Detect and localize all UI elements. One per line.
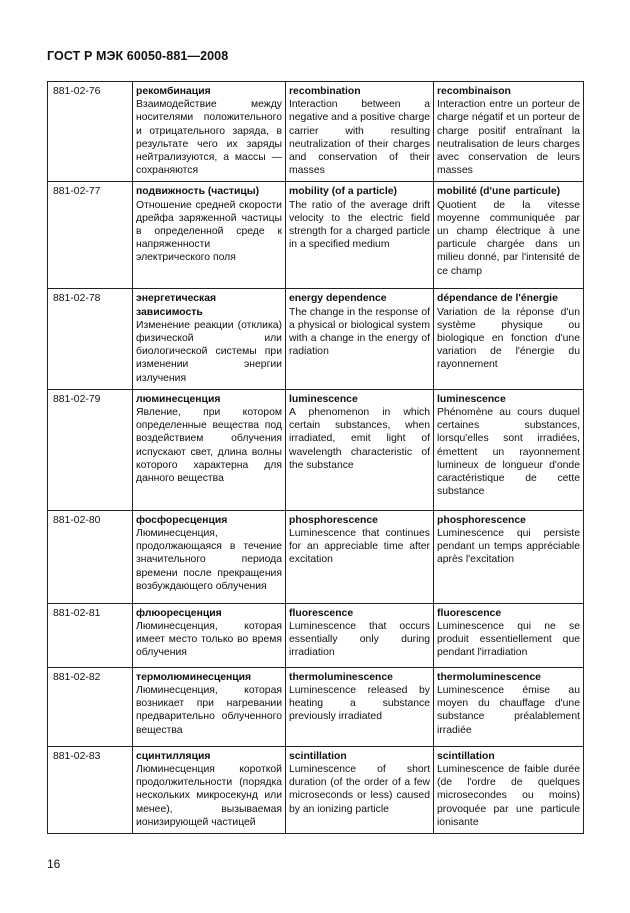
ru-definition: Взаимодействие между носителями положительного и отрицательного заряда, в результате чего их заряды нейтрализуются, а массы — сохраняются: [136, 99, 282, 177]
en-cell: [286, 289, 434, 389]
ru-term: энергетическая зависимость: [136, 293, 217, 318]
en-term: phosphorescence: [289, 514, 378, 526]
fr-cell: [434, 603, 584, 667]
ru-definition: Отношение средней скорости дрейфа заряженной частицы в определенной среде к напряженности электрического поля: [136, 199, 282, 264]
fr-cell: [434, 82, 584, 182]
ru-term: рекомбинация: [136, 86, 211, 97]
en-cell: [286, 389, 434, 510]
document-header: ГОСТ Р МЭК 60050-881—2008: [47, 49, 229, 63]
fr-cell: [434, 746, 584, 833]
en-definition: The change in the response of a physical or biological system with a change in the energy of radiation: [289, 306, 430, 358]
fr-definition: Phénomène au cours duquel certaines substances, lorsqu'elles sont irradiées, émettent un rayonnement lumineux de longueur d'onde caractéristique de cette substance: [437, 407, 580, 498]
en-definition: Luminescence that continues for an appreciable time after excitation: [289, 528, 430, 566]
en-definition: Interaction between a negative and a positive charge carrier with resulting neutralization of their charges and conservation of their masses: [289, 99, 430, 177]
ru-cell: [133, 510, 286, 603]
fr-term: fluorescence: [437, 607, 502, 619]
fr-definition: Interaction entre un porteur de charge négatif et un porteur de charge positif entraînant la neutralisation de leurs charges avec conservation de leurs masses: [437, 99, 580, 177]
table-row: [48, 603, 584, 667]
fr-definition: Variation de la réponse d'un système physique ou biologique en fonction d'une variation de l'énergie du rayonnement: [437, 306, 580, 371]
entry-code: 881-02-82: [48, 667, 133, 746]
en-term: thermoluminescence: [289, 671, 393, 683]
ru-definition: Люминесценция, которая имеет место только во время облучения: [136, 621, 282, 659]
entry-code: 881-02-78: [48, 289, 133, 389]
fr-term: luminescence: [437, 393, 506, 405]
terminology-table: [47, 81, 584, 834]
table-row: [48, 82, 584, 182]
fr-term: recombinaison: [437, 86, 511, 97]
ru-definition: Люминесценция короткой продолжительности (порядка нескольких микросекунд или менее), вызываемая ионизирующей частицей: [136, 764, 282, 828]
en-cell: [286, 510, 434, 603]
en-term: scintillation: [289, 750, 347, 762]
fr-definition: Luminescence qui persiste pendant un temps appréciable après l'excitation: [437, 528, 580, 566]
en-term: energy dependence: [289, 293, 387, 305]
en-definition: Luminescence released by heating a substance previously irradiated: [289, 685, 430, 723]
entry-code: 881-02-81: [48, 603, 133, 667]
ru-term: флюоресценция: [136, 607, 222, 619]
fr-term: mobilité (d'une particule): [437, 186, 561, 198]
ru-cell: [133, 182, 286, 289]
ru-cell: [133, 667, 286, 746]
en-cell: [286, 82, 434, 182]
fr-term: scintillation: [437, 750, 495, 762]
ru-term: термолюминесценция: [136, 671, 252, 683]
entry-code: 881-02-83: [48, 746, 133, 833]
ru-definition: Явление, при котором определенные вещества под воздействием облучения испускают свет, длина волны которого характерна для данного вещества: [136, 407, 282, 485]
table-row: [48, 667, 584, 746]
ru-definition: Люминесценция, продолжающаяся в течение значительного периода времени после прекращения возбуждающего облучения: [136, 528, 282, 592]
table-row: [48, 389, 584, 510]
fr-cell: [434, 182, 584, 289]
table-row: [48, 746, 584, 833]
table-row: [48, 182, 584, 289]
ru-cell: [133, 389, 286, 510]
fr-term: dépendance de l'énergie: [437, 293, 558, 305]
ru-definition: Люминесценция, которая возникает при нагревании предварительно облученного вещества: [136, 685, 282, 736]
en-term: luminescence: [289, 393, 358, 405]
ru-cell: [133, 82, 286, 182]
table-row: [48, 289, 584, 389]
ru-term: люминесценция: [136, 393, 221, 405]
ru-cell: [133, 746, 286, 833]
entry-code: 881-02-77: [48, 182, 133, 289]
fr-cell: [434, 510, 584, 603]
en-definition: Luminescence that occurs essentially only during irradiation: [289, 621, 430, 659]
en-term: fluorescence: [289, 607, 354, 619]
en-definition: The ratio of the average drift velocity to the electric field strength for a charged particle in a specified medium: [289, 199, 430, 251]
fr-cell: [434, 289, 584, 389]
en-term: recombination: [289, 86, 361, 97]
ru-cell: [133, 603, 286, 667]
en-cell: [286, 667, 434, 746]
ru-term: сцинтилляция: [136, 750, 211, 762]
entry-code: 881-02-80: [48, 510, 133, 603]
fr-definition: Luminescence qui ne se produit essentiellement que pendant l'irradiation: [437, 621, 580, 659]
page-number: 16: [47, 857, 61, 871]
ru-definition: Изменение реакции (отклика) физической или биологической системы при изменении энергии излучения: [136, 319, 282, 384]
fr-cell: [434, 389, 584, 510]
fr-term: phosphorescence: [437, 514, 526, 526]
en-term: mobility (of a particle): [289, 186, 397, 198]
entry-code: 881-02-79: [48, 389, 133, 510]
fr-term: thermoluminescence: [437, 671, 541, 683]
entry-code: 881-02-76: [48, 82, 133, 182]
fr-definition: Luminescence émise au moyen du chauffage d'une substance préalablement irradiée: [437, 685, 580, 736]
fr-definition: Luminescence de faible durée (de l'ordre de quelques microsecondes ou moins) provoquée par une particule ionisante: [437, 764, 580, 828]
en-cell: [286, 603, 434, 667]
table-row: [48, 510, 584, 603]
fr-cell: [434, 667, 584, 746]
en-definition: A phenomenon in which certain substances, when irradiated, emit light of wavelength characteristic of the substance: [289, 407, 430, 471]
en-cell: [286, 182, 434, 289]
ru-term: подвижность (частицы): [136, 186, 260, 198]
en-cell: [286, 746, 434, 833]
fr-definition: Quotient de la vitesse moyenne communiquée par un champ électrique à une particule chargée dans un milieu donné, par l'intensité de ce champ: [437, 199, 580, 277]
ru-term: фосфоресценция: [136, 514, 228, 526]
ru-cell: [133, 289, 286, 389]
en-definition: Luminescence of short duration (of the order of a few microseconds or less) caused by an ionizing particle: [289, 764, 430, 815]
